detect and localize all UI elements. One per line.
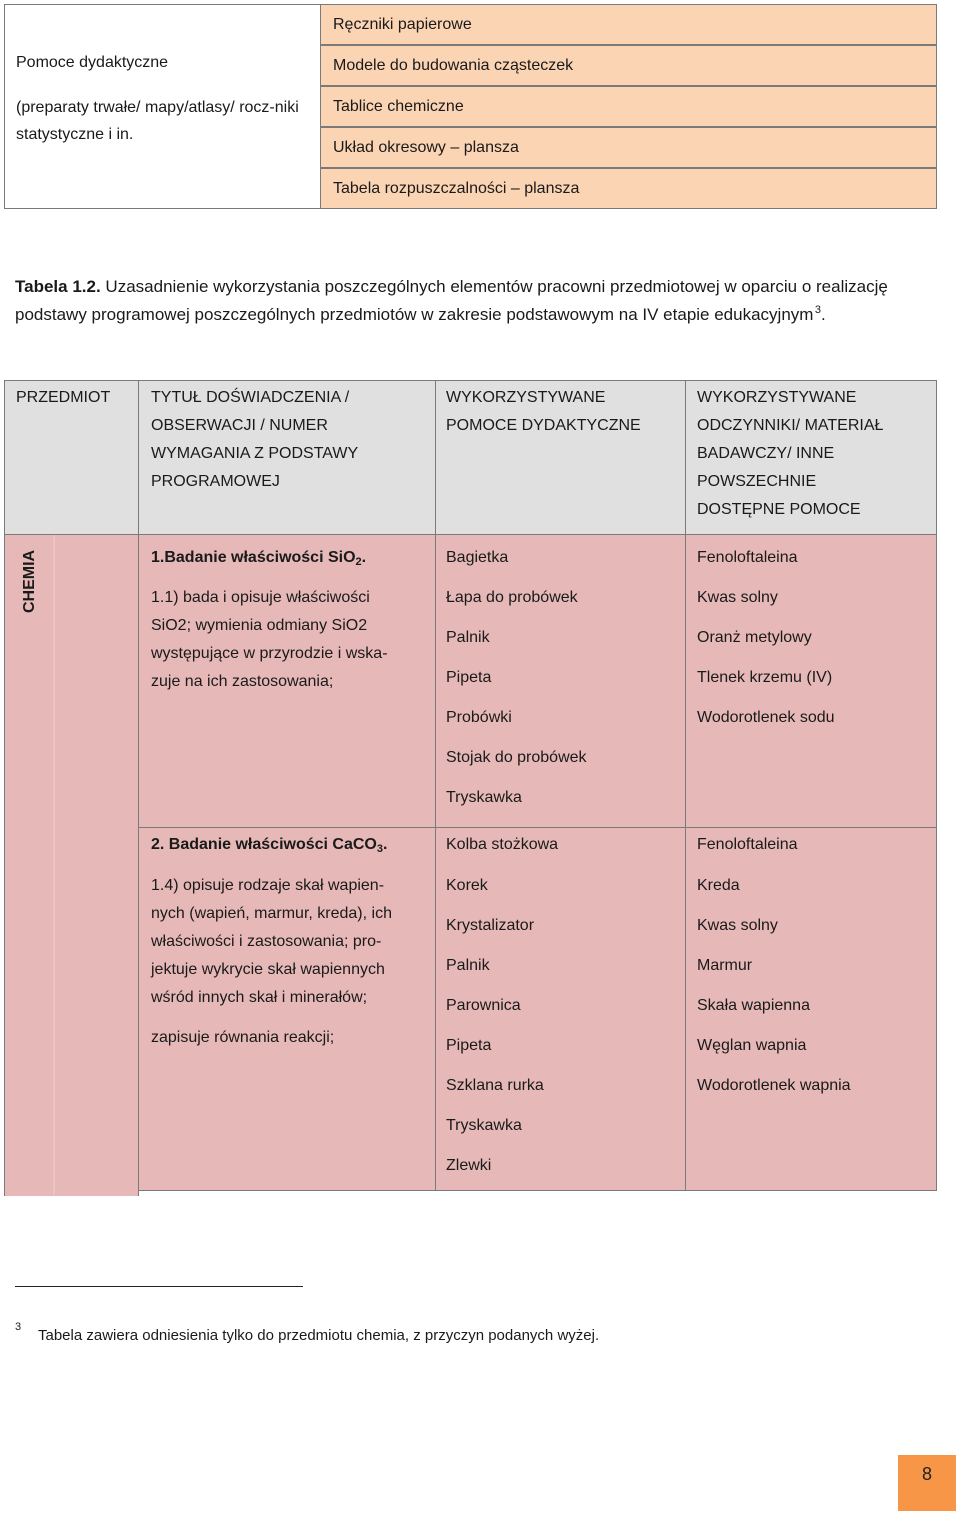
row1-aid: Palnik xyxy=(446,629,490,646)
row1-aid: Probówki xyxy=(446,709,512,726)
header-reagents-line: ODCZYNNIKI/ MATERIAŁ xyxy=(697,417,884,434)
row1-aid: Bagietka xyxy=(446,549,509,566)
header-reagents-line: POWSZECHNIE xyxy=(697,473,817,490)
header-aids-line: POMOCE DYDAKTYCZNE xyxy=(446,417,641,434)
row2-reagents-cell xyxy=(685,827,937,1191)
header-title-line: TYTUŁ DOŚWIADCZENIA / xyxy=(151,389,350,406)
row1-aid: Łapa do probówek xyxy=(446,589,578,606)
row2-reagent: Fenoloftaleina xyxy=(697,836,798,853)
row1-reagent: Oranż metylowy xyxy=(697,629,812,646)
header-title-line: PROGRAMOWEJ xyxy=(151,473,280,490)
page-number: 8 xyxy=(898,1455,956,1511)
footnote-separator xyxy=(15,1286,303,1287)
row1-aid: Stojak do probówek xyxy=(446,749,587,766)
row2-reagent: Skała wapienna xyxy=(697,997,810,1014)
row2-aid: Palnik xyxy=(446,957,490,974)
footnote-number: 3 xyxy=(15,1321,22,1333)
row2-title-text: 2. Badanie właściwości CaCO xyxy=(151,836,377,853)
row1-aids-cell xyxy=(435,534,686,828)
row2-req-line: zapisuje równania reakcji; xyxy=(151,1029,335,1046)
row1-reagent: Tlenek krzemu (IV) xyxy=(697,669,833,686)
top-item-3: Tablice chemiczne xyxy=(321,86,937,127)
row2-reagent: Kwas solny xyxy=(697,917,778,934)
header-aids xyxy=(435,380,686,535)
row2-req-line: 1.4) opisuje rodzaje skał wapien- xyxy=(151,877,385,894)
row2-aid: Tryskawka xyxy=(446,1117,522,1134)
row2-aid: Szklana rurka xyxy=(446,1077,544,1094)
row1-req-line: 1.1) bada i opisuje właściwości xyxy=(151,589,370,606)
header-aids-line: WYKORZYSTYWANE xyxy=(446,389,606,406)
row2-title-sub: 3 xyxy=(376,843,383,855)
caption-label: Tabela 1.2. xyxy=(15,277,101,296)
subject-cell xyxy=(4,534,139,1196)
row2-aid: Krystalizator xyxy=(446,917,535,934)
row2-aid: Parownica xyxy=(446,997,521,1014)
row2-reagent: Wodorotlenek wapnia xyxy=(697,1077,851,1094)
caption-text: Uzasadnienie wykorzystania poszczególnych elementów pracowni przedmiotowej w oparciu o realizację podstawy programowej poszczególnych przedmiotów w zakresie podstawowym na IV etapie edukacyjnym xyxy=(15,277,888,324)
row2-reagent: Kreda xyxy=(697,877,740,894)
footnote-text: Tabela zawiera odniesienia tylko do przedmiotu chemia, z przyczyn podanych wyżej. xyxy=(38,1327,600,1344)
row1-title-text: 1.Badanie właściwości SiO xyxy=(151,549,356,566)
subject-cell-inner-shade xyxy=(53,535,55,1195)
row2-req-line: nych (wapień, marmur, kreda), ich xyxy=(151,905,392,922)
header-title-line: OBSERWACJI / NUMER xyxy=(151,417,328,434)
top-item-1: Ręczniki papierowe xyxy=(321,4,937,45)
header-subject xyxy=(4,380,139,535)
row1-reagent: Wodorotlenek sodu xyxy=(697,709,835,726)
row2-reagent: Marmur xyxy=(697,957,753,974)
top-left-title: Pomoce dydaktyczne xyxy=(16,54,169,71)
row1-req-line: zuje na ich zastosowania; xyxy=(151,673,334,690)
caption-footnote-ref: 3 xyxy=(814,304,821,316)
row2-aid: Zlewki xyxy=(446,1157,492,1174)
row1-req-line: występujące w przyrodzie i wska- xyxy=(151,645,388,662)
header-title xyxy=(138,380,436,535)
row2-aids-cell xyxy=(435,827,686,1191)
row1-reagents-cell xyxy=(685,534,937,828)
row1-title xyxy=(151,544,366,572)
row2-title xyxy=(151,831,387,859)
top-item-2: Modele do budowania cząsteczek xyxy=(321,45,937,86)
row2-aid: Pipeta xyxy=(446,1037,492,1054)
caption-end: . xyxy=(820,305,826,324)
top-item-4: Układ okresowy – plansza xyxy=(321,127,937,168)
header-reagents xyxy=(685,380,937,535)
row2-req-line: jektuje wykrycie skał wapiennych xyxy=(151,961,385,978)
table-caption xyxy=(15,273,940,329)
header-reagents-line: WYKORZYSTYWANE xyxy=(697,389,857,406)
top-item-5: Tabela rozpuszczalności – plansza xyxy=(321,168,937,209)
row2-req-line: wśród innych skał i minerałów; xyxy=(151,989,368,1006)
row1-reagent: Kwas solny xyxy=(697,589,778,606)
row1-aid: Tryskawka xyxy=(446,789,522,806)
header-subject-label: PRZEDMIOT xyxy=(16,389,111,406)
row1-req-line: SiO2; wymienia odmiany SiO2 xyxy=(151,617,368,634)
header-reagents-line: DOSTĘPNE POMOCE xyxy=(697,501,861,518)
row2-req-line: właściwości i zastosowania; pro- xyxy=(151,933,382,950)
row2-title-end: . xyxy=(383,836,388,853)
row1-title-cell xyxy=(138,534,436,828)
row2-aid: Korek xyxy=(446,877,488,894)
row1-reagent: Fenoloftaleina xyxy=(697,549,798,566)
row1-title-end: . xyxy=(361,549,367,566)
row2-aid: Kolba stożkowa xyxy=(446,836,559,853)
top-left-subtitle: (preparaty trwałe/ mapy/atlasy/ rocz-niki statystyczne i in. xyxy=(16,99,299,143)
header-reagents-line: BADAWCZY/ INNE xyxy=(697,445,835,462)
row2-title-cell xyxy=(138,827,436,1191)
subject-label: CHEMIA xyxy=(21,549,38,613)
top-table-left-cell xyxy=(4,4,321,209)
row1-aid: Pipeta xyxy=(446,669,492,686)
header-title-line: WYMAGANIA Z PODSTAWY xyxy=(151,445,359,462)
row2-reagent: Węglan wapnia xyxy=(697,1037,807,1054)
row1-title-sub: 2 xyxy=(355,556,362,568)
